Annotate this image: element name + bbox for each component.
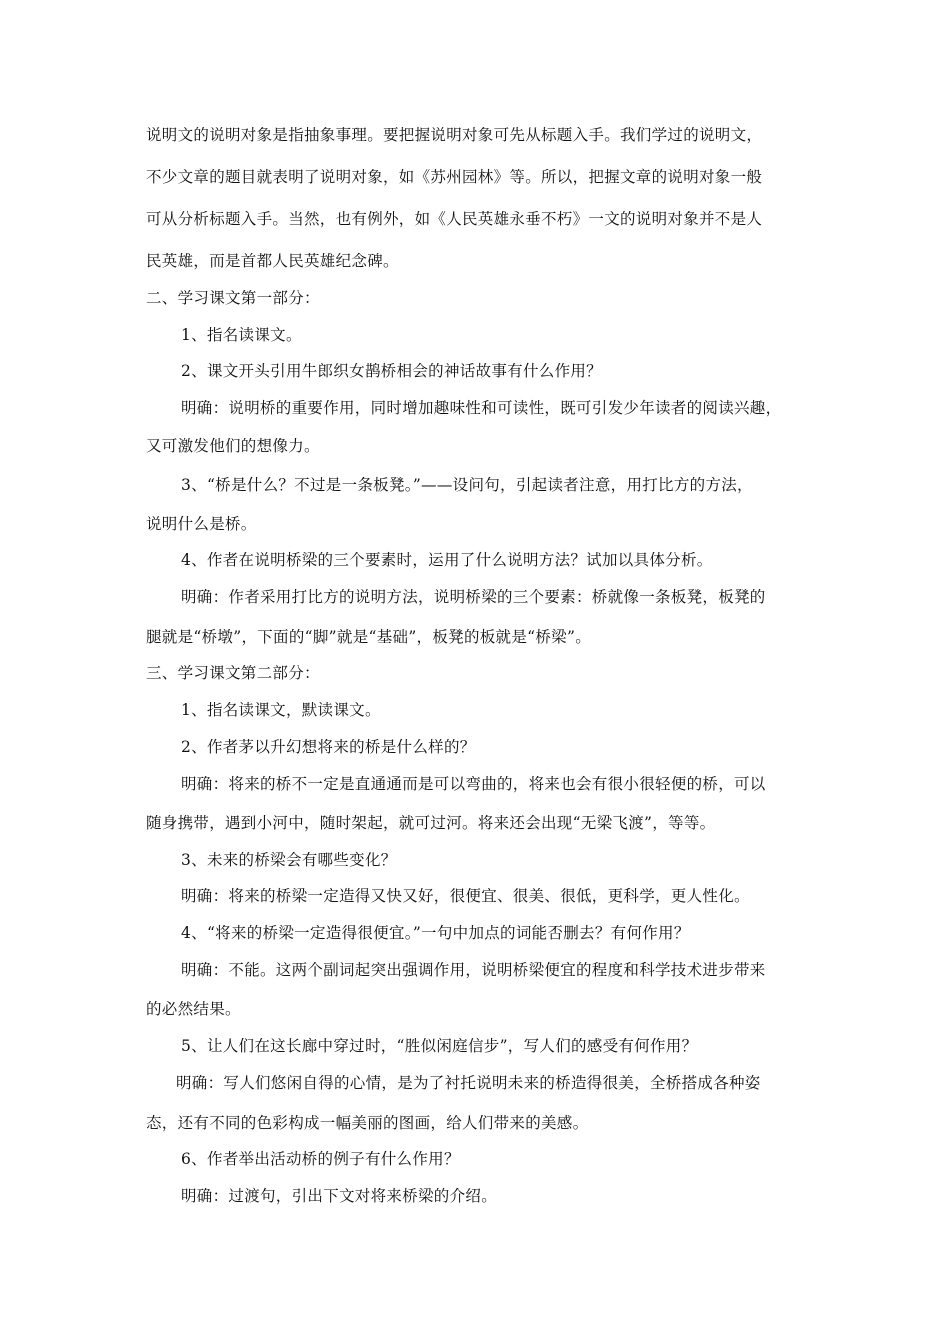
answer-line: 的必然结果。 (146, 1000, 241, 1018)
section-heading: 三、学习课文第二部分： (146, 664, 320, 682)
answer-line: 又可激发他们的想像力。 (146, 437, 320, 455)
paragraph-line: 民英雄，而是首都人民英雄纪念碑。 (146, 252, 399, 270)
list-item: 3、未来的桥梁会有哪些变化？ (181, 851, 397, 869)
answer-line: 随身携带，遇到小河中，随时架起，就可过河。将来还会出现“无梁飞渡”，等等。 (146, 814, 716, 832)
paragraph-line: 说明什么是桥。 (146, 515, 257, 533)
paragraph-line: 可从分析标题入手。当然，也有例外，如《人民英雄永垂不朽》一文的说明对象并不是人 (146, 210, 763, 228)
answer-line: 明确：作者采用打比方的说明方法，说明桥梁的三个要素：桥就像一条板凳，板凳的 (181, 588, 766, 606)
list-item: 4、“将来的桥梁一定造得很便宜。”一句中加点的词能否删去？有何作用？ (181, 924, 690, 942)
answer-line: 明确：写人们悠闲自得的心情，是为了衬托说明未来的桥造得很美，全桥搭成各种姿 (176, 1074, 761, 1092)
list-item: 3、“桥是什么？不过是一条板凳。”——设问句，引起读者注意，用打比方的方法， (181, 476, 753, 494)
list-item: 2、课文开头引用牛郎织女鹊桥相会的神话故事有什么作用？ (181, 362, 602, 380)
list-item: 1、指名读课文。 (181, 326, 302, 344)
section-heading: 二、学习课文第一部分： (146, 289, 320, 307)
list-item: 4、作者在说明桥梁的三个要素时，运用了什么说明方法？试加以具体分析。 (181, 551, 713, 569)
answer-line: 态，还有不同的色彩构成一幅美丽的图画，给人们带来的美感。 (146, 1114, 589, 1132)
answer-line: 明确：将来的桥梁一定造得又快又好，很便宜、很美、很低，更科学，更人性化。 (181, 887, 750, 905)
answer-line: 明确：说明桥的重要作用，同时增加趣味性和可读性，既可引发少年读者的阅读兴趣， (181, 399, 782, 417)
answer-line: 明确：过渡句，引出下文对将来桥梁的介绍。 (181, 1187, 498, 1205)
paragraph-line: 说明文的说明对象是指抽象事理。要把握说明对象可先从标题入手。我们学过的说明文， (146, 126, 763, 144)
answer-line: 腿就是“桥墩”，下面的“脚”就是“基础”，板凳的板就是“桥梁”。 (146, 628, 591, 646)
paragraph-line: 不少文章的题目就表明了说明对象，如《苏州园林》等。所以，把握文章的说明对象一般 (146, 168, 763, 186)
answer-line: 明确：不能。这两个副词起突出强调作用，说明桥梁便宜的程度和科学技术进步带来 (181, 961, 766, 979)
list-item: 6、作者举出活动桥的例子有什么作用？ (181, 1150, 460, 1168)
list-item: 1、指名读课文，默读课文。 (181, 701, 381, 719)
list-item: 5、让人们在这长廊中穿过时，“胜似闲庭信步”，写人们的感受有何作用？ (181, 1037, 698, 1055)
answer-line: 明确：将来的桥不一定是直通通而是可以弯曲的，将来也会有很小很轻便的桥，可以 (181, 775, 766, 793)
list-item: 2、作者茅以升幻想将来的桥是什么样的？ (181, 738, 476, 756)
